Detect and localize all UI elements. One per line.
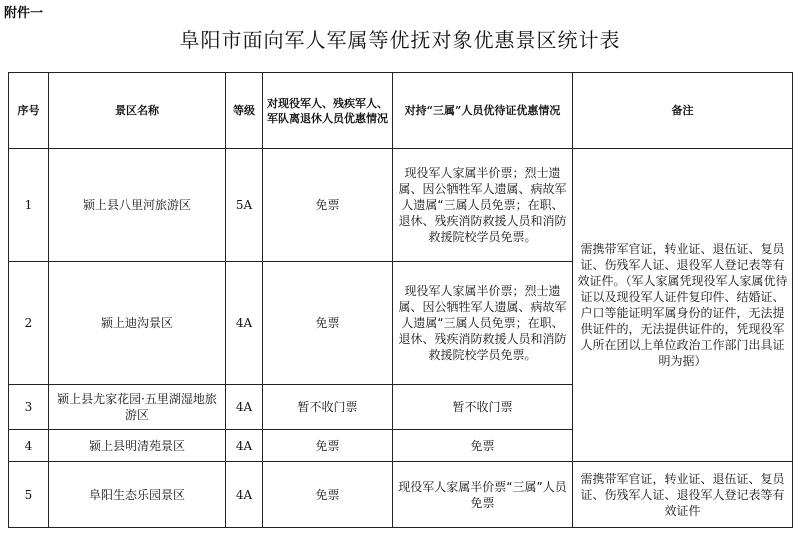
- cell-no: 3: [9, 385, 49, 430]
- header-no: 序号: [9, 73, 49, 149]
- table-row: [9, 149, 793, 262]
- cell-level: 4A: [226, 385, 263, 430]
- cell-family: 现役军人家属半价票“三属”人员免票: [393, 462, 573, 528]
- cell-level: 5A: [226, 149, 263, 262]
- cell-name: 颍上县明清苑景区: [49, 430, 226, 462]
- cell-veterans: 免票: [263, 462, 393, 528]
- cell-no: 5: [9, 462, 49, 528]
- header-remark: 备注: [573, 73, 793, 149]
- cell-level: 4A: [226, 262, 263, 385]
- cell-veterans: 免票: [263, 262, 393, 385]
- cell-family: 现役军人家属半价票；烈士遗属、因公牺牲军人遗属、病故军人遗属“三属人员免票；在职、退休、残疾消防救援人员和消防救援院校学员免票。: [393, 149, 573, 262]
- cell-name: 颍上县尤家花园·五里湖湿地旅游区: [49, 385, 226, 430]
- cell-veterans: 免票: [263, 149, 393, 262]
- cell-remark-group-1: 需携带军官证，转业证、退伍证、复员证、伤残军人证、退役军人登记表等有效证件。（军人家属凭现役军人家属优待证以及现役军人证件复印件、结婚证、户口等能证明军属身份的证件，无法提供证件的，无法提供证件的，凭现役军人所在团以上单位政治工作部门出具证明为据）: [573, 149, 793, 462]
- table-row: [9, 462, 793, 528]
- cell-name: 颍上迪沟景区: [49, 262, 226, 385]
- cell-veterans: 免票: [263, 430, 393, 462]
- header-level: 等级: [226, 73, 263, 149]
- attachment-label: 附件一: [4, 6, 44, 21]
- cell-level: 4A: [226, 430, 263, 462]
- cell-no: 1: [9, 149, 49, 262]
- scenic-spot-table: [8, 72, 793, 528]
- cell-veterans: 暂不收门票: [263, 385, 393, 430]
- document-title: 阜阳市面向军人军属等优抚对象优惠景区统计表: [179, 28, 621, 52]
- header-veterans: 对现役军人、残疾军人、军队离退休人员优惠情况: [263, 73, 393, 149]
- cell-no: 4: [9, 430, 49, 462]
- cell-name: 阜阳生态乐园景区: [49, 462, 226, 528]
- table-header-row: [9, 73, 793, 149]
- header-family: 对持“三属”人员优待证优惠情况: [393, 73, 573, 149]
- cell-no: 2: [9, 262, 49, 385]
- cell-remark-group-2: 需携带军官证，转业证、退伍证、复员证、伤残军人证、退役军人登记表等有效证件: [573, 462, 793, 528]
- cell-family: 暂不收门票: [393, 385, 573, 430]
- cell-family: 免票: [393, 430, 573, 462]
- cell-name: 颍上县八里河旅游区: [49, 149, 226, 262]
- cell-family: 现役军人家属半价票；烈士遗属、因公牺牲军人遗属、病故军人遗属“三属人员免票；在职、退休、残疾消防救援人员和消防救援院校学员免票。: [393, 262, 573, 385]
- cell-level: 4A: [226, 462, 263, 528]
- header-name: 景区名称: [49, 73, 226, 149]
